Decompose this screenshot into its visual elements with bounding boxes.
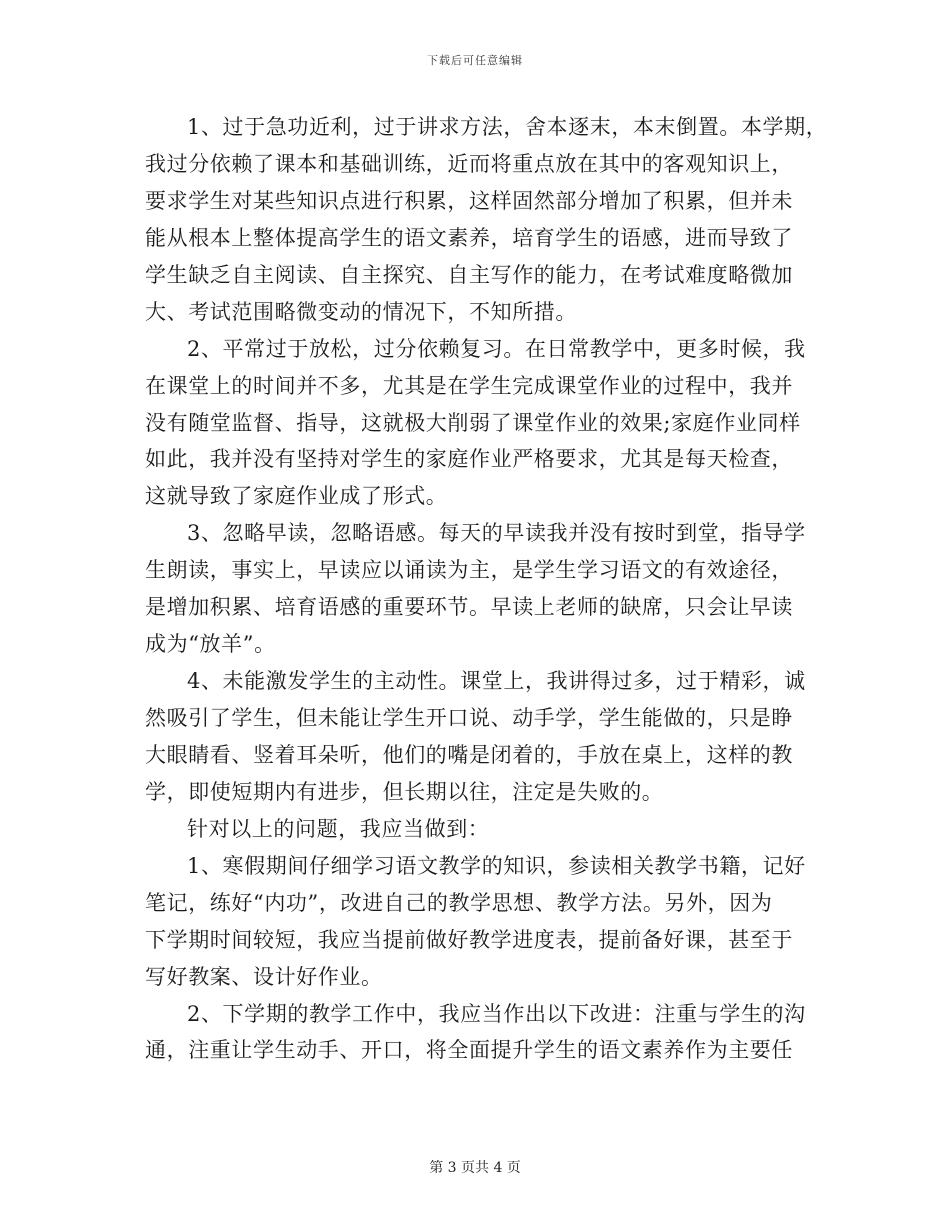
text-line: 1、过于急功近利，过于讲求方法，舍本逐末，本末倒置。本学期， <box>187 115 828 139</box>
text-line: 2、平常过于放松，过分依赖复习。在日常教学中，更多时候，我 <box>187 336 806 361</box>
text-line: 写好教案、设计好作业。 <box>145 964 383 989</box>
text-line: 没有随堂监督、指导，这就极大削弱了课堂作业的效果;家庭作业同样 <box>145 410 801 435</box>
text-line: 这就导致了家庭作业成了形式。 <box>145 484 448 509</box>
text-line: 能从根本上整体提高学生的语文素养，培育学生的语感，进而导致了 <box>145 225 793 250</box>
page-header: 下载后可任意编辑 <box>427 54 523 67</box>
text-line: 2、下学期的教学工作中，我应当作出以下改进：注重与学生的沟 <box>187 1001 806 1026</box>
text-line: 成为“放羊”。 <box>145 632 276 657</box>
text-line: 大、考试范围略微变动的情况下，不知所措。 <box>145 299 577 324</box>
text-line: 4、未能激发学生的主动性。课堂上，我讲得过多，过于精彩，诚 <box>187 669 806 694</box>
text-line: 学，即使短期内有进步，但长期以往，注定是失败的。 <box>145 779 664 804</box>
text-line: 要求学生对某些知识点进行积累，这样固然部分增加了积累，但并未 <box>145 188 793 213</box>
text-line: 大眼睛看、竖着耳朵听，他们的嘴是闭着的，手放在桌上，这样的教 <box>145 742 793 767</box>
text-line: 是增加积累、培育语感的重要环节。早读上老师的缺席，只会让早读 <box>145 595 793 620</box>
text-line: 如此，我并没有坚持对学生的家庭作业严格要求，尤其是每天检查， <box>145 447 793 472</box>
text-line: 我过分依赖了课本和基础训练，近而将重点放在其中的客观知识上， <box>145 151 793 176</box>
text-line: 下学期时间较短，我应当提前做好教学进度表，提前备好课，甚至于 <box>145 927 793 952</box>
text-line: 针对以上的问题，我应当做到： <box>187 816 490 841</box>
page-footer: 第 3 页共 4 页 <box>429 1160 521 1176</box>
text-line: 1、寒假期间仔细学习语文教学的知识，参读相关教学书籍，记好 <box>187 853 806 878</box>
text-line: 3、忽略早读，忽略语感。每天的早读我并没有按时到堂，指导学 <box>187 521 806 546</box>
text-line: 通，注重让学生动手、开口，将全面提升学生的语文素养作为主要任 <box>145 1038 793 1063</box>
document-body <box>145 109 828 1069</box>
text-line: 生朗读，事实上，早读应以诵读为主，是学生学习语文的有效途径， <box>145 558 793 583</box>
text-line: 学生缺乏自主阅读、自主探究、自主写作的能力，在考试难度略微加 <box>145 262 793 287</box>
text-line: 在课堂上的时间并不多，尤其是在学生完成课堂作业的过程中，我并 <box>145 373 793 398</box>
text-line: 笔记，练好“内功”，改进自己的教学思想、教学方法。另外，因为 <box>145 890 773 915</box>
text-line: 然吸引了学生，但未能让学生开口说、动手学，学生能做的，只是睁 <box>145 706 793 730</box>
